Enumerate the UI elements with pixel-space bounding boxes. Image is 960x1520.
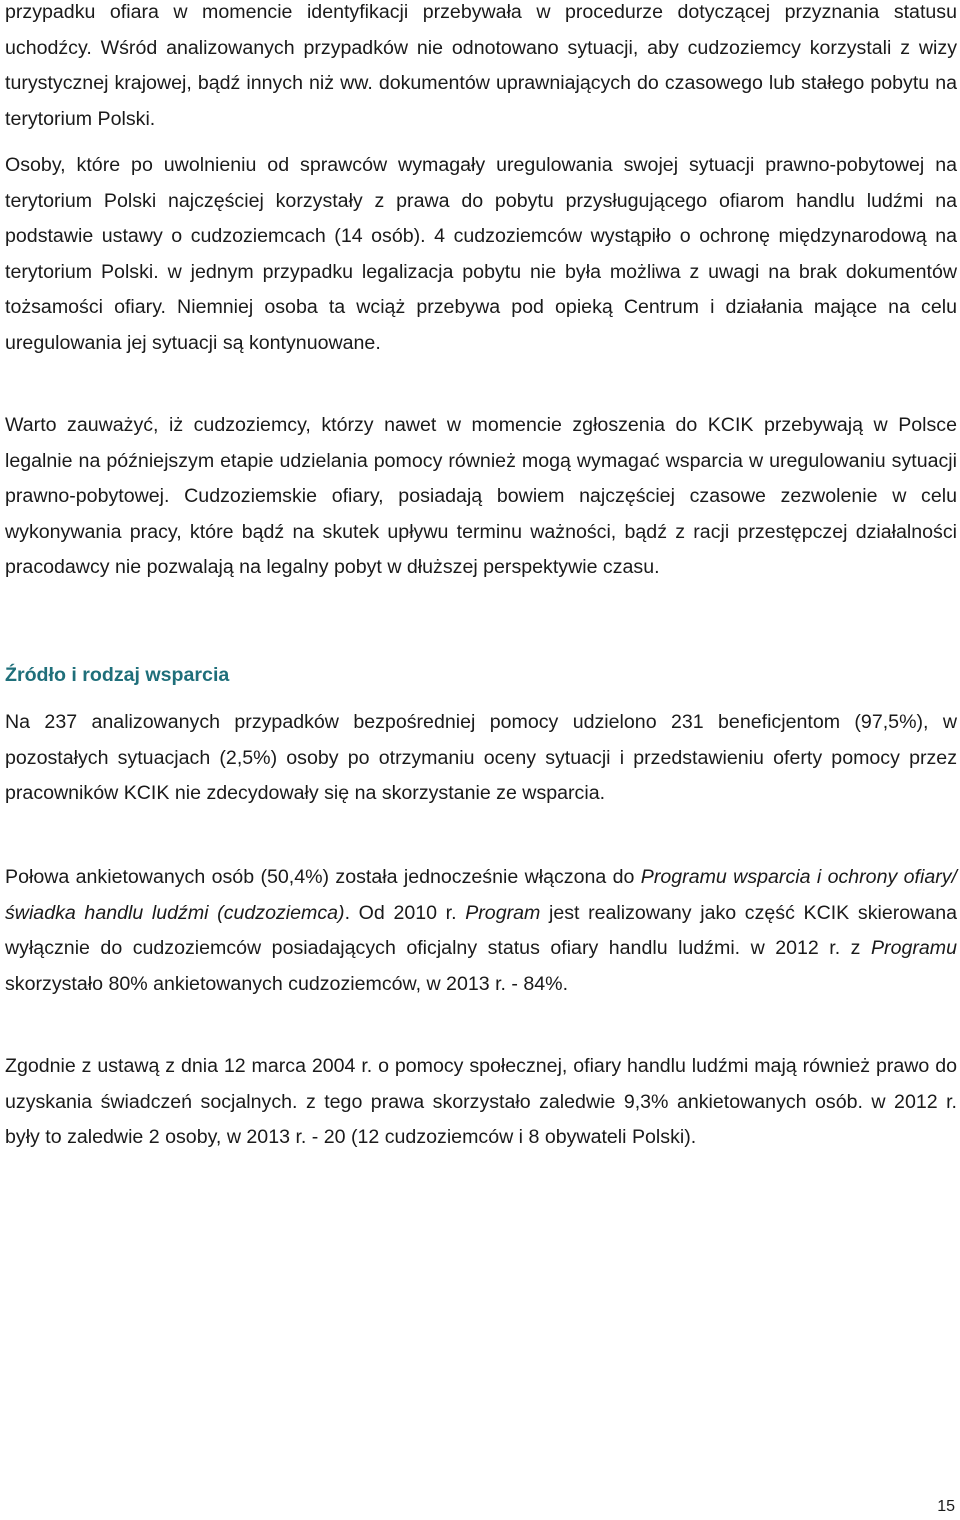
- paragraph-direct-assistance: Na 237 analizowanych przypadków bezpośredniej pomocy udzielono 231 beneficjentom (97,5%), w pozostałych sytuacjach (2,5%) osoby po otrzymaniu oceny sytuacji i przedstawieniu oferty pomocy przez pracowników KCIK nie zdecydowały się na skorzystanie ze wsparcia.: [5, 711, 957, 805]
- program-word-italic: Programu: [870, 937, 957, 960]
- paragraph-support-program: [5, 860, 957, 1002]
- program-word-italic: Program: [465, 901, 541, 924]
- paragraph-foreigners-support: Warto zauważyć, iż cudzoziemcy, którzy nawet w momencie zgłoszenia do KCIK przebywają w Polsce legalnie na późniejszym etapie udzielania pomocy również mogą wymagać wsparcia w uregulowaniu sytuacji prawno-pobytowej. Cudzoziemskie ofiary, posiadają bowiem najczęściej czasowe zezwolenie w celu wykonywania pracy, które bądź na skutek upływu terminu ważności, bądź z racji przestępczej działalności pracodawcy nie pozwalają na legalny pobyt w dłuższej perspektywie czasu.: [5, 414, 957, 579]
- paragraph-legal-residence: Osoby, które po uwolnieniu od sprawców wymagały uregulowania swojej sytuacji prawno-pobytowej na terytorium Polski najczęściej korzystały z prawa do pobytu przysługującego ofiarom handlu ludźmi na podstawie ustawy o cudzoziemcach (14 osób). 4 cudzoziemców wystąpiło o ochronę międzynarodową na terytorium Polski. w jednym przypadku legalizacja pobytu nie była możliwa z uwagi na brak dokumentów tożsamości ofiary. Niemniej osoba ta wciąż przebywa pod opieką Centrum i działania mające na celu uregulowania jej sytuacji są kontynuowane.: [5, 154, 957, 354]
- program-name-italic: Programu wsparcia i ochrony ofiary/świadka handlu ludźmi (cudzoziemca): [5, 866, 957, 924]
- section-heading-support-source: Źródło i rodzaj wsparcia: [5, 664, 230, 686]
- paragraph-social-benefits: Zgodnie z ustawą z dnia 12 marca 2004 r. o pomocy społecznej, ofiary handlu ludźmi mają również prawo do uzyskania świadczeń socjalnych. z tego prawa skorzystało zaledwie 9,3% ankietowanych osób. w 2012 r. były to zaledwie 2 osoby, w 2013 r. - 20 (12 cudzoziemców i 8 obywateli Polski).: [5, 1055, 957, 1149]
- page-number: 15: [937, 1498, 955, 1515]
- paragraph-text-segment: skorzystało 80% ankietowanych cudzoziemców, w 2013 r. - 84%.: [5, 972, 569, 995]
- paragraph-text-segment: Połowa ankietowanych osób (50,4%) została jednocześnie włączona do: [5, 866, 641, 888]
- paragraph-refugee-status: przypadku ofiara w momencie identyfikacji przebywała w procedurze dotyczącej przyznania statusu uchodźcy. Wśród analizowanych przypadków nie odnotowano sytuacji, aby cudzoziemcy korzystali z wizy turystycznej krajowej, bądź innych niż ww. dokumentów uprawniających do czasowego lub stałego pobytu na terytorium Polski.: [5, 1, 957, 130]
- paragraph-text-segment: . Od 2010 r.: [344, 901, 466, 924]
- paragraph-text-segment: jest realizowany jako część KCIK skierowana wyłącznie do cudzoziemców posiadających oficjalny status ofiary handlu ludźmi. w 2012 r. z: [5, 901, 958, 960]
